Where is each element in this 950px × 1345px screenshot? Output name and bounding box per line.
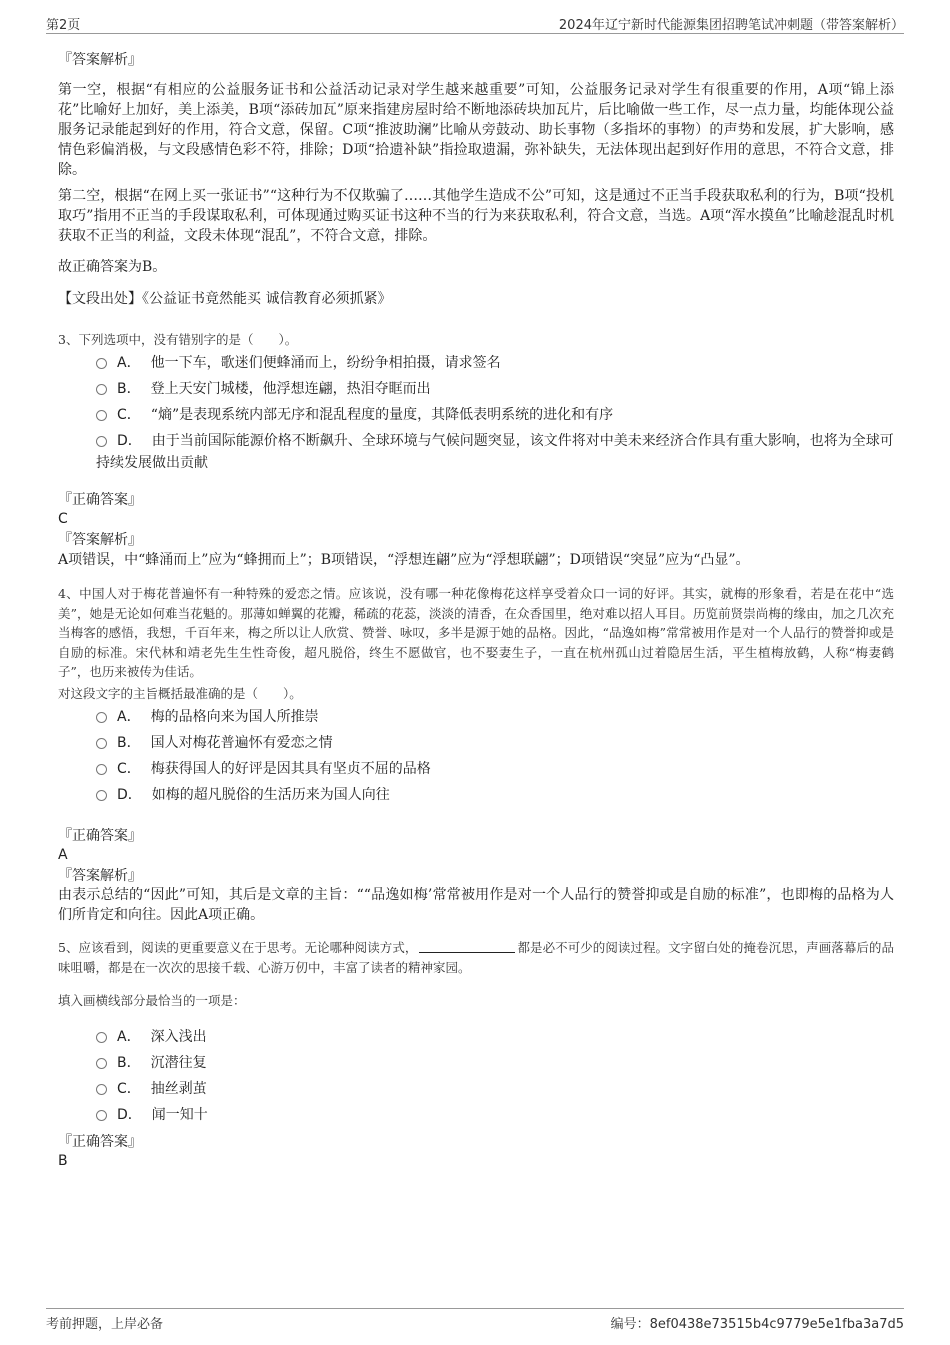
option-key: C． [117,1081,141,1097]
q5-option-c[interactable] [96,1078,896,1100]
q3-analysis: A项错误，中“蜂涌而上”应为“蜂拥而上”；B项错误，“浮想连翩”应为“浮想联翩”；D项错误“突显”应为“凸显”。 [58,552,750,568]
option-key: C． [117,761,141,777]
q5-option-b[interactable] [96,1052,896,1074]
option-text: 梅获得国人的好评是因其具有坚贞不屈的品格 [150,761,431,777]
option-key: D． [117,1107,142,1123]
q4-option-a[interactable] [96,706,896,728]
option-key: A． [117,355,141,371]
option-text: 由于当前国际能源价格不断飙升、全球环境与气候问题突显，该文件将对中美未来经济合作具有重大影响，也将为全球可持续发展做出贡献 [96,433,894,471]
q5-question: 填入画横线部分最恰当的一项是： [58,993,246,1008]
option-text: 沉潜往复 [150,1055,207,1071]
radio-icon[interactable] [96,1058,107,1069]
q2-analysis-para-1: 第一空，根据“有相应的公益服务证书和公益活动记录对学生越来越重要”可知，公益服务记录对学生有很重要的作用，A项“锦上添花”比喻好上加好，美上添美，B项“添砖加瓦”原来指建房屋时给不断地添砖块加瓦片，后比喻做一些工作，尽一点力量，均能体现公益服务记录能起到好的作用，符合文意，保留。C项“推波助澜”比喻从旁鼓动、助长事物（多指坏的事物）的声势和发展，扩大影响，感情色彩偏消极，与文段感情色彩不符，排除；D项“拾遗补缺”指捡取遗漏，弥补缺失，无法体现出起到好作用的意思，不符合文意，排除。 [58,82,894,178]
q5-option-a[interactable] [96,1026,896,1048]
option-text: 如梅的超凡脱俗的生活历来为国人向往 [151,787,390,803]
footer-id [611,1313,904,1332]
q4-option-d[interactable] [96,784,896,806]
radio-icon[interactable] [96,410,107,421]
option-key: C． [117,407,141,423]
q5-answer-label: 『正确答案』 [58,1134,142,1150]
q5-stem-after: 都是必不可少的阅读过程。文字留白处的掩卷沉思，声画落幕后的品味咀嚼，都是在一次次的思接千载、心游万仞中，丰富了读者的精神家园。 [58,940,894,975]
q2-analysis-para-2: 第二空，根据“在网上买一张证书”“这种行为不仅欺骗了……其他学生造成不公”可知，这是通过不正当手段获取私利的行为，B项“投机取巧”指用不正当的手段谋取私利，可体现通过购买证书这种不当的行为来获取私利，符合文意，当选。A项“浑水摸鱼”比喻趁混乱时机获取不正当的利益，文段未体现“混乱”，不符合文意，排除。 [58,188,894,244]
q4-passage: 4、中国人对于梅花普遍怀有一种特殊的爱恋之情。应该说，没有哪一种花像梅花这样享受着众口一词的好评。其实，就梅的形象看，若是在花中“选美”，她是无论如何难当花魁的。那薄如蝉翼的花瓣，稀疏的花蕊，淡淡的清香，在众香国里，绝对难以招人耳目。历览前贤崇尚梅的缘由，加之几次充当梅客的感悟，我想，千百年来，梅之所以让人欣赏、赞誉、咏叹，多半是源于她的品格。因此，“品逸如梅”常常被用作是对一个人品行的赞誉抑或是自励的标准。宋代林和靖老先生生性奇俊，超凡脱俗，终生不愿做官，也不娶妻生子，一直在杭州孤山过着隐居生活，平生植梅放鹤，人称“梅妻鹤子”，也历来被传为佳话。 [58,586,894,679]
footer-id-value: 8ef0438e73515b4c9779e5e1fba3a7d5 [649,1317,904,1332]
q4-option-b[interactable] [96,732,896,754]
q3-analysis-label: 『答案解析』 [58,532,142,548]
q3-stem: 3、下列选项中，没有错别字的是（ ）。 [58,332,298,347]
q3-option-b[interactable] [96,378,896,400]
option-text: 登上天安门城楼，他浮想连翩，热泪夺眶而出 [150,381,431,397]
footer-slogan: 考前押题，上岸必备 [46,1317,164,1332]
q4-question: 对这段文字的主旨概括最准确的是（ ）。 [58,686,302,701]
option-text: 深入浅出 [150,1029,207,1045]
option-text: 梅的品格向来为国人所推崇 [150,709,319,725]
option-text: 国人对梅花普遍怀有爱恋之情 [150,735,333,751]
q2-source: 【文段出处】《公益证书竟然能买 诚信教育必须抓紧》 [58,291,392,307]
header-divider [46,33,904,34]
option-key: D． [117,787,142,803]
radio-icon[interactable] [96,764,107,775]
footer-id-label: 编号： [610,1317,650,1332]
option-key: B． [117,735,141,751]
option-key: B． [117,381,141,397]
radio-icon[interactable] [96,1110,107,1121]
q4-answer: A [58,847,68,863]
q4-option-c[interactable] [96,758,896,780]
option-key: A． [117,1029,141,1045]
option-text: “熵”是表现系统内部无序和混乱程度的量度，其降低表明系统的进化和有序 [150,407,614,423]
footer-divider [46,1308,904,1309]
q5-option-d[interactable] [96,1104,896,1126]
q5-stem-before: 5、应该看到，阅读的更重要意义在于思考。无论哪种阅读方式， [58,940,418,955]
q3-answer: C [58,511,68,527]
radio-icon[interactable] [96,1032,107,1043]
radio-icon[interactable] [96,436,107,447]
option-key: B． [117,1055,141,1071]
radio-icon[interactable] [96,384,107,395]
fill-blank [419,940,515,953]
option-text: 他一下车，歌迷们便蜂涌而上，纷纷争相拍摄，请求签名 [150,355,501,371]
q4-analysis: 由表示总结的“因此”可知，其后是文章的主旨：““品逸如梅’常常被用作是对一个人品行的赞誉抑或是自励的标准”，也即梅的品格为人们所肯定和向往。因此A项正确。 [58,887,894,923]
option-text: 抽丝剥茧 [150,1081,207,1097]
q2-analysis-label: 『答案解析』 [58,52,142,68]
radio-icon[interactable] [96,712,107,723]
document-title: 2024年辽宁新时代能源集团招聘笔试冲刺题（带答案解析） [558,18,904,33]
q3-answer-label: 『正确答案』 [58,492,142,508]
q4-answer-label: 『正确答案』 [58,828,142,844]
q3-option-c[interactable] [96,404,896,426]
radio-icon[interactable] [96,790,107,801]
option-key: A． [117,709,141,725]
q4-analysis-label: 『答案解析』 [58,868,142,884]
radio-icon[interactable] [96,738,107,749]
option-key: D． [117,433,142,449]
radio-icon[interactable] [96,1084,107,1095]
q5-stem [58,938,894,977]
q2-conclusion: 故正确答案为B。 [58,259,167,275]
q3-option-d[interactable] [96,430,896,474]
q3-option-a[interactable] [96,352,896,374]
q5-answer: B [58,1153,68,1169]
option-text: 闻一知十 [151,1107,208,1123]
radio-icon[interactable] [96,358,107,369]
page-number: 第2页 [46,18,81,33]
